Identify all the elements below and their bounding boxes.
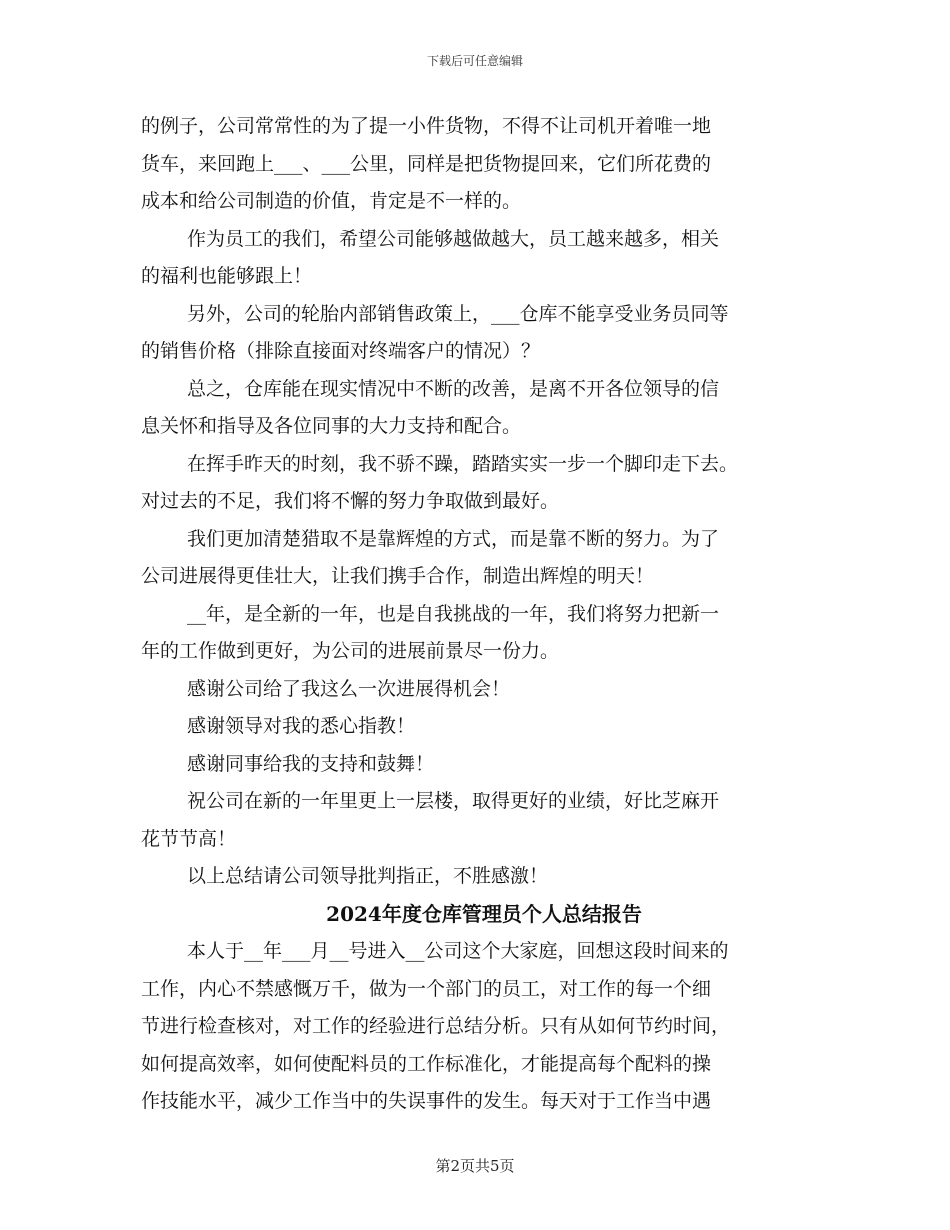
- text-line: 年的工作做到更好，为公司的进展前景尽一份力。: [141, 640, 560, 662]
- paragraph-group-2: [141, 933, 813, 1121]
- text-line: 的例子，公司常常性的为了提一小件货物，不得不让司机开着唯一地: [141, 115, 712, 137]
- text-line: 作技能水平，减少工作当中的失误事件的发生。每天对于工作当中遇: [141, 1090, 712, 1112]
- text-line: 如何提高效率，如何使配料员的工作标准化，才能提高每个配料的操: [141, 1052, 712, 1075]
- text-line: 工作，内心不禁感慨万千，做为一个部门的员工，对工作的每一个细: [141, 977, 712, 1000]
- text-line: 感谢同事给我的支持和鼓舞！: [187, 752, 435, 775]
- text-line: 我们更加清楚猎取不是靠辉煌的方式，而是靠不断的努力。为了: [187, 527, 720, 550]
- text-line: 的福利也能够跟上！: [141, 265, 313, 287]
- text-line: 花节节高！: [141, 827, 237, 850]
- page-number: 第2页共5页: [435, 1157, 515, 1175]
- section-title: 2024年度仓库管理员个人总结报告: [326, 901, 642, 926]
- text-line: 感谢公司给了我这么一次进展得机会！: [187, 677, 511, 700]
- text-line: 在挥手昨天的时刻，我不骄不躁，踏踏实实一步一个脚印走下去。: [187, 452, 739, 475]
- text-line: 以上总结请公司领导批判指正，不胜感激！: [187, 865, 549, 887]
- paragraph-group-1: [141, 108, 813, 896]
- text-line: 公司进展得更佳壮大，让我们携手合作，制造出辉煌的明天！: [141, 565, 655, 587]
- text-line: 作为员工的我们，希望公司能够越做越大，员工越来越多，相关: [187, 227, 720, 250]
- text-line: 对过去的不足，我们将不懈的努力争取做到最好。: [141, 490, 560, 512]
- text-line: __年，是全新的一年，也是自我挑战的一年，我们将努力把新一: [187, 602, 720, 625]
- text-line: 货车，来回跑上___、___公里，同样是把货物提回来，它们所花费的: [141, 152, 712, 175]
- text-line: 另外，公司的轮胎内部销售政策上，___仓库不能享受业务员同等: [187, 302, 729, 325]
- text-line: 的销售价格（排除直接面对终端客户的情况）？: [141, 340, 541, 362]
- text-line: 祝公司在新的一年里更上一层楼，取得更好的业绩，好比芝麻开: [187, 790, 720, 812]
- text-line: 息关怀和指导及各位同事的大力支持和配合。: [141, 415, 522, 437]
- text-line: 节进行检查核对，对工作的经验进行总结分析。只有从如何节约时间，: [141, 1015, 731, 1037]
- text-line: 总之，仓库能在现实情况中不断的改善，是离不开各位领导的信: [187, 377, 720, 400]
- text-line: 成本和给公司制造的价值，肯定是不一样的。: [141, 190, 522, 212]
- text-line: 感谢领导对我的悉心指教！: [187, 715, 416, 737]
- text-line: 本人于__年___月__号进入__公司这个大家庭，回想这段时间来的: [187, 940, 729, 962]
- page-header: 下载后可任意编辑: [426, 54, 523, 68]
- document-body: [141, 108, 813, 1121]
